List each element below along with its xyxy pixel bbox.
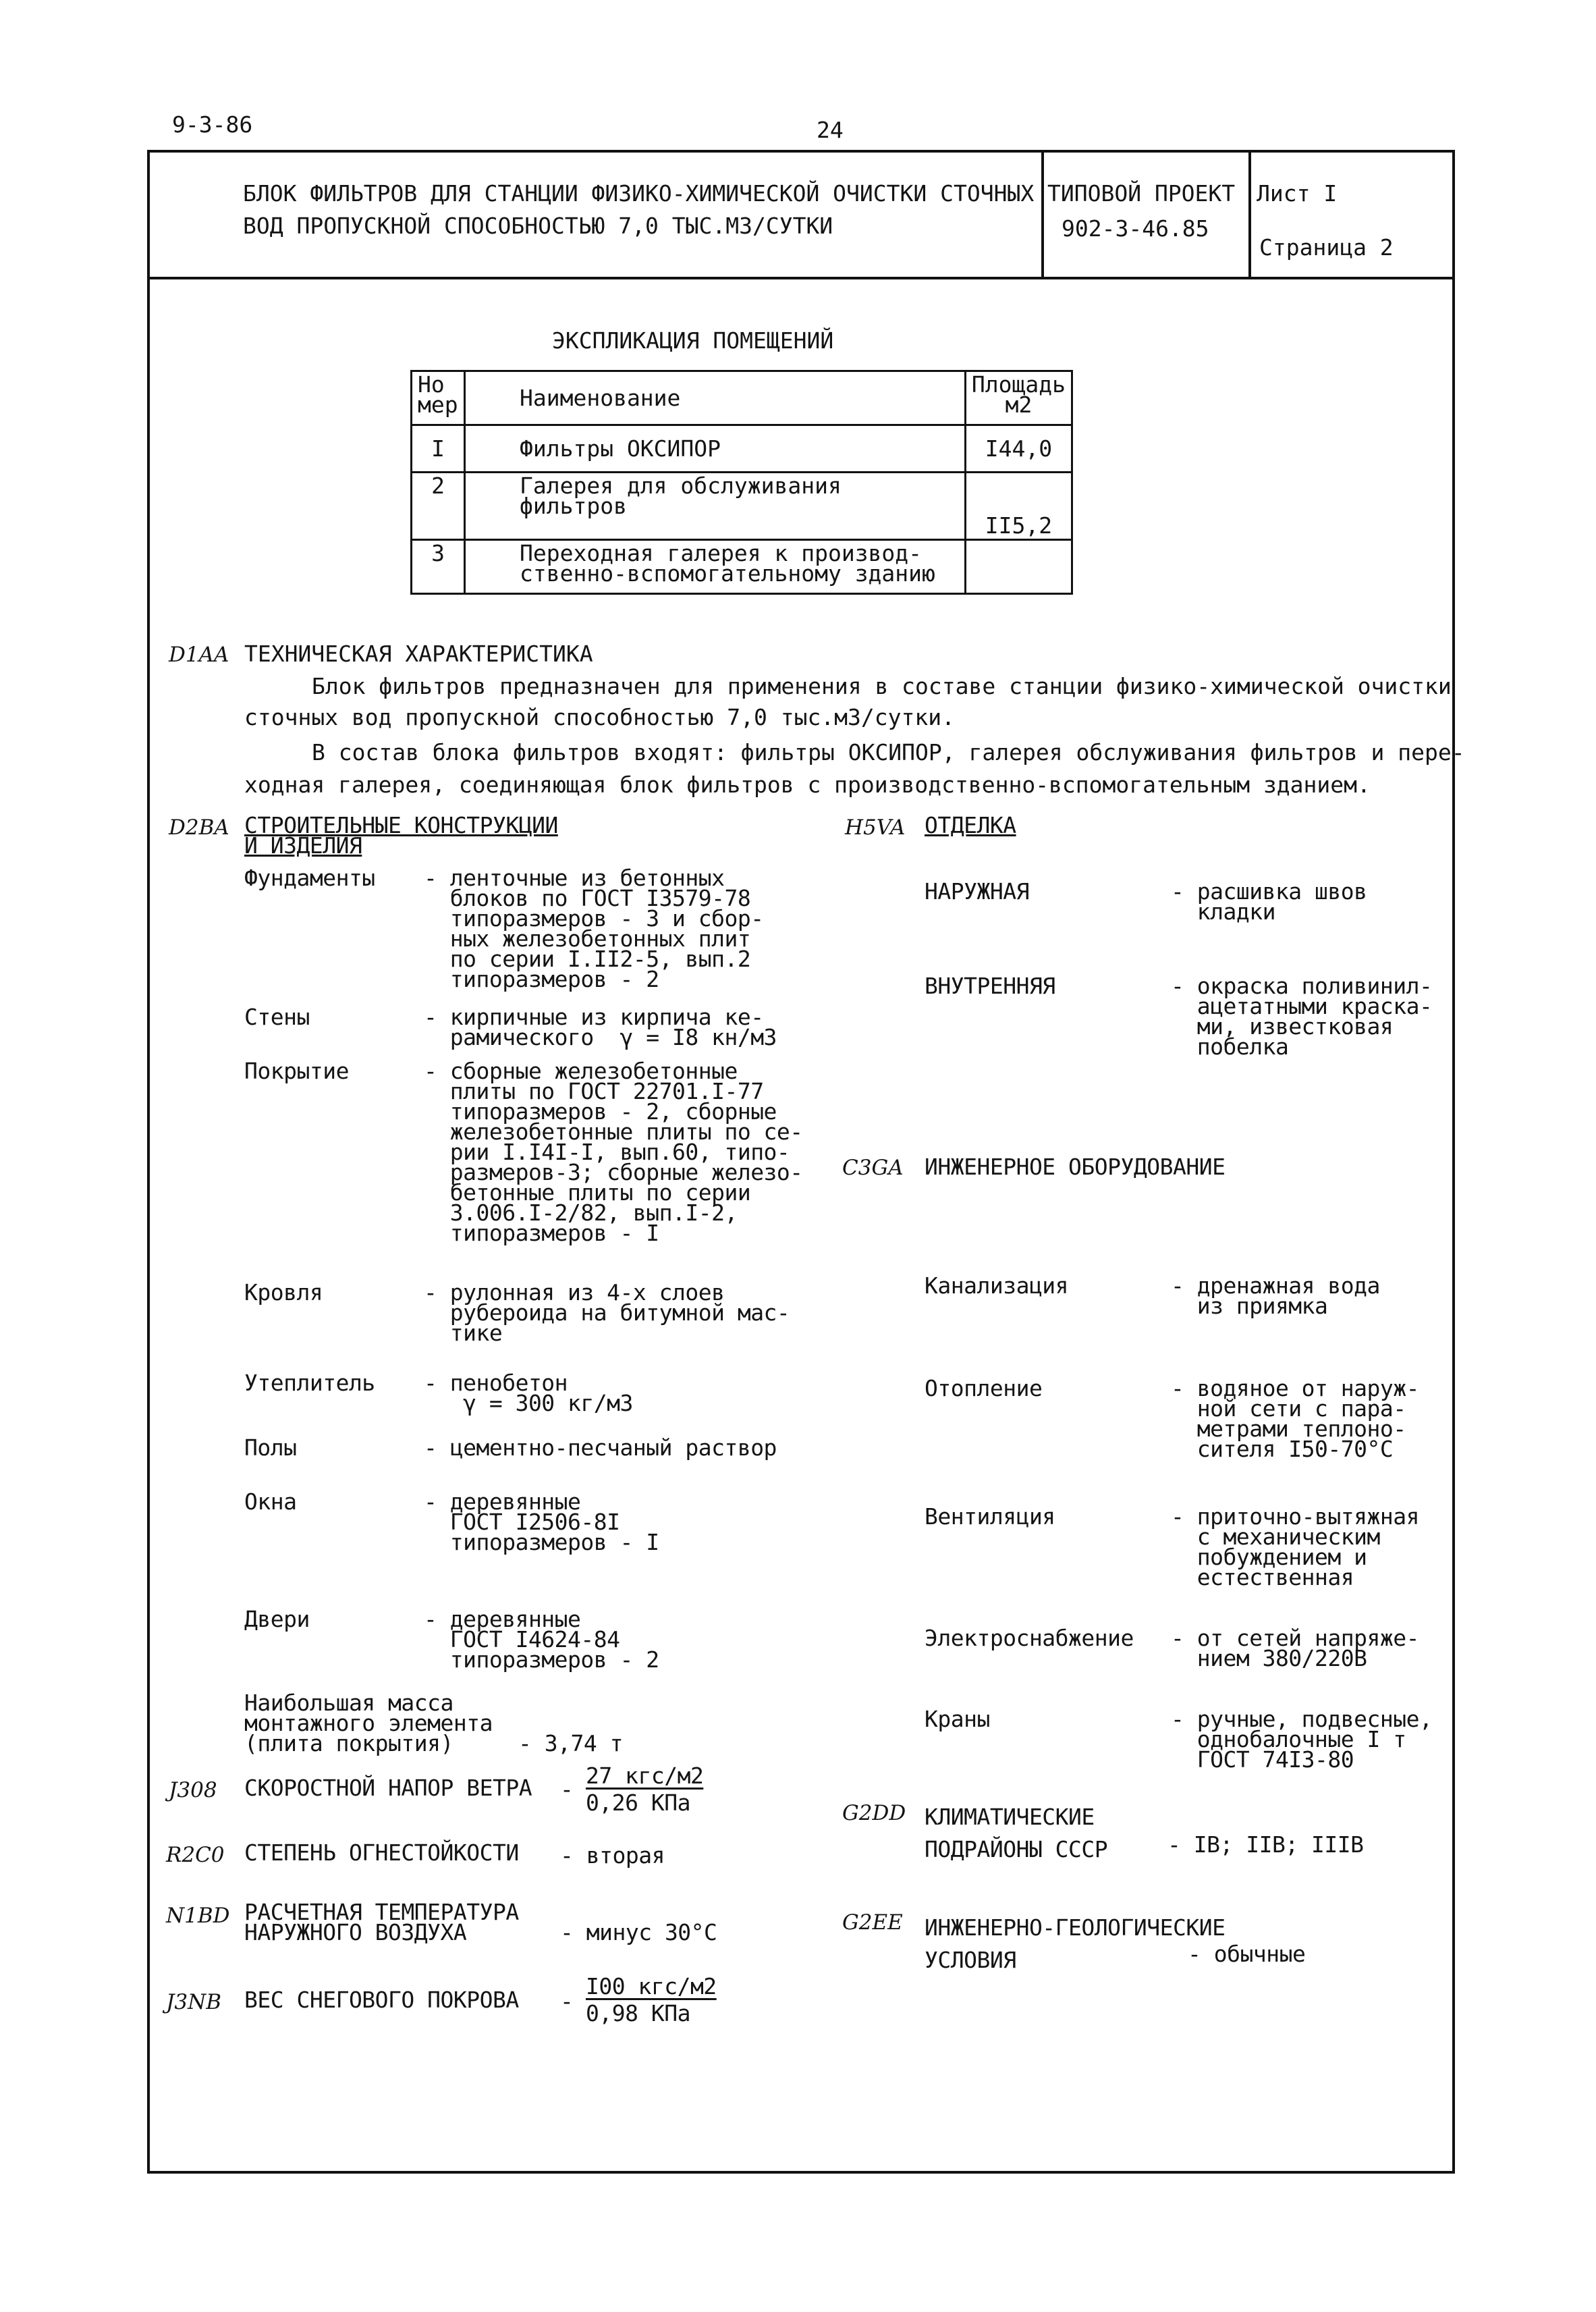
row-number: I bbox=[412, 425, 465, 473]
row-number: 2 bbox=[412, 473, 465, 540]
section-heading: ОТДЕЛКА bbox=[925, 812, 1016, 838]
project-number: 902-3-46.85 bbox=[1062, 215, 1209, 242]
param-label: СКОРОСТНОЙ НАПОР ВЕТРА bbox=[244, 1775, 532, 1801]
fraction-numerator: 27 кгс/м2 bbox=[586, 1763, 704, 1789]
item-label: Окна bbox=[244, 1488, 297, 1515]
param-fraction bbox=[586, 1973, 717, 2026]
climate-label: КЛИМАТИЧЕСКИЕ ПОДРАЙОНЫ СССР bbox=[925, 1804, 1108, 1862]
param-fraction bbox=[586, 1763, 704, 1816]
explication-table bbox=[410, 370, 1073, 595]
item-value: - от сетей напряже- нием 380/220В bbox=[1171, 1625, 1419, 1671]
item-label: Канализация bbox=[925, 1272, 1069, 1299]
item-label: Краны bbox=[925, 1706, 990, 1732]
header-area: Площадь м2 bbox=[965, 371, 1072, 425]
paragraph-line: В состав блока фильтров входят: фильтры ОКСИПОР, галерея обслуживания фильтров и пере- bbox=[312, 739, 1465, 765]
param-value: - минус 30°С bbox=[560, 1919, 717, 1945]
page-number: 24 bbox=[817, 117, 844, 143]
geology-value: - обычные bbox=[1188, 1941, 1306, 1967]
mass-value: - 3,74 т bbox=[518, 1730, 623, 1756]
item-value: - окраска поливинил- ацетатными краска- ми, известковая побелка bbox=[1171, 973, 1433, 1060]
document-title: БЛОК ФИЛЬТРОВ ДЛЯ СТАНЦИИ ФИЗИКО-ХИМИЧЕСКОЙ ОЧИСТКИ СТОЧНЫХ bbox=[243, 180, 1035, 207]
item-label: Вентиляция bbox=[925, 1503, 1055, 1530]
fraction-numerator: I00 кгс/м2 bbox=[586, 1973, 717, 1999]
item-value: - деревянные ГОСТ I4624-84 типоразмеров - 2 bbox=[424, 1606, 659, 1673]
item-label: Полы bbox=[244, 1434, 297, 1461]
fraction-denominator: 0,26 КПа bbox=[586, 1790, 690, 1816]
page-label: Страница 2 bbox=[1259, 234, 1394, 261]
item-value: - дренажная вода из приямка bbox=[1171, 1272, 1380, 1319]
item-value: - приточно-вытяжная с механическим побуждением и естественная bbox=[1171, 1503, 1419, 1590]
section-heading: ТЕХНИЧЕСКАЯ ХАРАКТЕРИСТИКА bbox=[244, 641, 593, 667]
climate-value: - IВ; IIВ; IIIВ bbox=[1167, 1831, 1364, 1858]
item-value: - кирпичные из кирпича ке- рамического γ = I8 кн/м3 bbox=[424, 1004, 777, 1050]
section-code: G2DD bbox=[842, 1801, 906, 1825]
section-heading: СТРОИТЕЛЬНЫЕ КОНСТРУКЦИИ И ИЗДЕЛИЯ bbox=[244, 812, 558, 859]
item-label: Фундаменты bbox=[244, 865, 375, 891]
document-code: 9-3-86 bbox=[172, 111, 253, 138]
paragraph-line: сточных вод пропускной способностью 7,0 тыс.м3/сутки. bbox=[244, 704, 955, 730]
mass-label: Наибольшая масса монтажного элемента (плита покрытия) bbox=[244, 1690, 493, 1756]
geology-label: ИНЖЕНЕРНО-ГЕОЛОГИЧЕСКИЕ УСЛОВИЯ bbox=[925, 1914, 1226, 1973]
item-value: - ленточные из бетонных блоков по ГОСТ I3579-78 типоразмеров - 3 и сбор- ных железобетонных плит по серии I.II2-5, вып.2 типоразмеров - 2 bbox=[424, 865, 764, 992]
section-code: C3GA bbox=[842, 1156, 904, 1180]
item-value: - цементно-песчаный раствор bbox=[424, 1434, 777, 1461]
table-row bbox=[412, 425, 1072, 473]
param-code: J3NB bbox=[166, 1990, 222, 2014]
param-dash: - bbox=[560, 1988, 574, 2014]
project-label: ТИПОВОЙ ПРОЕКТ bbox=[1047, 180, 1236, 207]
param-code: R2C0 bbox=[166, 1843, 225, 1867]
item-value: - рулонная из 4-х слоев рубероида на битумной мас- тике bbox=[424, 1279, 790, 1346]
item-label: Отопление bbox=[925, 1375, 1043, 1401]
section-code: G2EE bbox=[842, 1910, 903, 1935]
section-code: D2BA bbox=[169, 815, 229, 840]
row-name: Фильтры ОКСИПОР bbox=[465, 425, 966, 473]
item-value: - пенобетон γ = 300 кг/м3 bbox=[424, 1370, 633, 1416]
fraction-denominator: 0,98 КПа bbox=[586, 2000, 690, 2026]
param-value: - вторая bbox=[560, 1842, 665, 1869]
item-value: - расшивка швов кладки bbox=[1171, 878, 1367, 925]
row-name: Переходная галерея к производ- ственно-вспомогательному зданию bbox=[465, 540, 966, 594]
item-value: - сборные железобетонные плиты по ГОСТ 22701.I-77 типоразмеров - 2, сборные железобетонные плиты по се- рии I.I4I-I, вып.60, типо- размеров-3; сборные железо- бетонные плиты по серии 3.006.I-2/82, вып.I-2, типоразмеров - I bbox=[424, 1058, 803, 1246]
row-area: I44,0 bbox=[965, 425, 1072, 473]
item-label: НАРУЖНАЯ bbox=[925, 878, 1029, 905]
row-number: 3 bbox=[412, 540, 465, 594]
item-value: - ручные, подвесные, однобалочные I т ГОСТ 74I3-80 bbox=[1171, 1706, 1433, 1773]
item-label: Электроснабжение bbox=[925, 1625, 1134, 1651]
item-value: - водяное от наруж- ной сети с пара- метрами теплоно- сителя I50-70°С bbox=[1171, 1375, 1419, 1462]
title-block-divider bbox=[147, 277, 1452, 279]
param-dash: - bbox=[560, 1776, 574, 1802]
item-label: Утеплитель bbox=[244, 1370, 375, 1396]
table-row bbox=[412, 540, 1072, 594]
item-label: Кровля bbox=[244, 1279, 323, 1306]
row-area: II5,2 bbox=[965, 473, 1072, 540]
paragraph-line: Блок фильтров предназначен для применения в составе станции физико-химической очистки bbox=[312, 673, 1452, 699]
item-label: ВНУТРЕННЯЯ bbox=[925, 973, 1055, 999]
param-code: J308 bbox=[169, 1778, 217, 1802]
item-label: Двери bbox=[244, 1606, 310, 1632]
title-block-divider bbox=[1248, 150, 1251, 278]
row-area bbox=[965, 540, 1072, 594]
explication-title: ЭКСПЛИКАЦИЯ ПОМЕЩЕНИЙ bbox=[552, 327, 834, 354]
param-label: РАСЧЕТНАЯ ТЕМПЕРАТУРА НАРУЖНОГО ВОЗДУХА bbox=[244, 1899, 519, 1945]
item-label: Покрытие bbox=[244, 1058, 349, 1084]
param-label: СТЕПЕНЬ ОГНЕСТОЙКОСТИ bbox=[244, 1839, 519, 1866]
row-name: Галерея для обслуживания фильтров bbox=[465, 473, 966, 540]
section-code: D1AA bbox=[169, 643, 229, 667]
item-value: - деревянные ГОСТ I2506-8I типоразмеров - I bbox=[424, 1488, 659, 1555]
document-title: ВОД ПРОПУСКНОЙ СПОСОБНОСТЬЮ 7,0 ТЫС.М3/СУТКИ bbox=[243, 213, 833, 239]
title-block-divider bbox=[1041, 150, 1044, 278]
param-code: N1BD bbox=[166, 1904, 230, 1928]
table-header-row bbox=[412, 371, 1072, 425]
section-heading: ИНЖЕНЕРНОЕ ОБОРУДОВАНИЕ bbox=[925, 1154, 1226, 1180]
header-name: Наименование bbox=[465, 371, 966, 425]
section-code: H5VA bbox=[845, 815, 906, 840]
paragraph-line: ходная галерея, соединяющая блок фильтров с производственно-вспомогательным зданием. bbox=[244, 772, 1371, 798]
item-label: Стены bbox=[244, 1004, 310, 1030]
param-label: ВЕС СНЕГОВОГО ПОКРОВА bbox=[244, 1987, 519, 2013]
sheet-number: Лист I bbox=[1257, 180, 1338, 207]
header-number: Но мер bbox=[412, 371, 465, 425]
table-row bbox=[412, 473, 1072, 540]
